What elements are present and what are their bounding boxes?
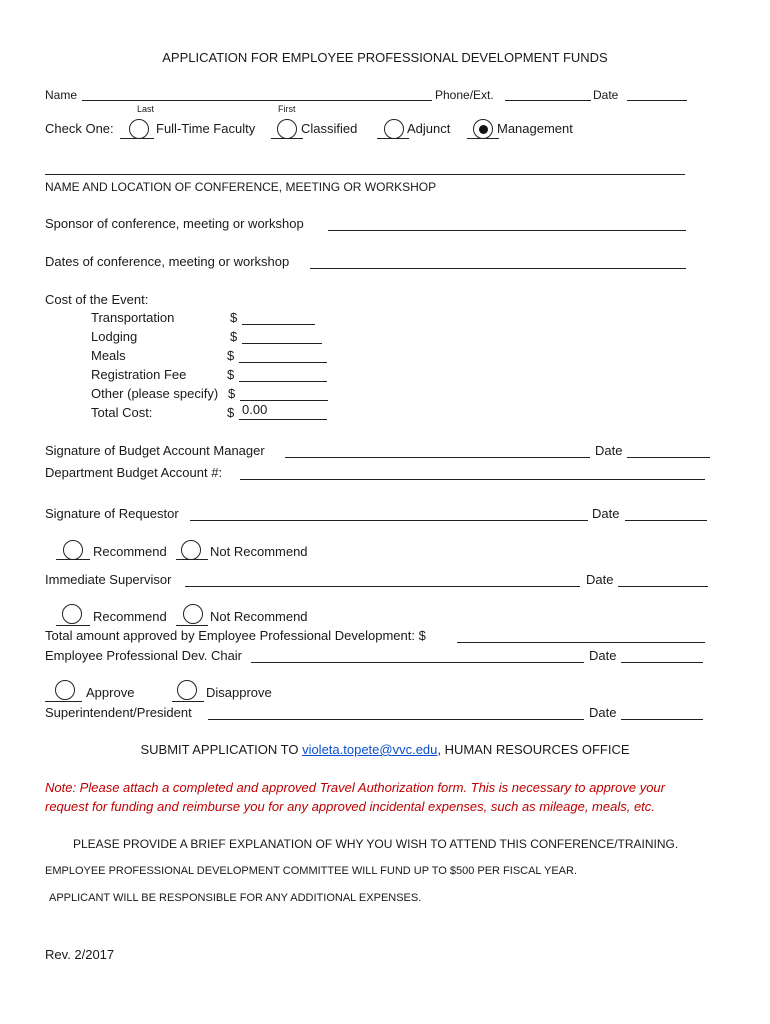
budget-manager-signature-field[interactable] [285, 457, 590, 458]
supervisor-label: Immediate Supervisor [45, 572, 172, 587]
currency-sign: $ [230, 310, 238, 325]
radio-adjunct[interactable] [384, 119, 404, 139]
requestor-signature-field[interactable] [190, 520, 588, 521]
label-full-time-faculty: Full-Time Faculty [156, 121, 256, 136]
other-field[interactable] [240, 400, 328, 401]
label-classified: Classified [301, 121, 358, 136]
submit-suffix: , HUMAN RESOURCES OFFICE [437, 742, 630, 757]
last-label: Last [137, 104, 155, 114]
radio-committee-not-recommend[interactable] [183, 604, 203, 624]
superintendent-date-field[interactable] [621, 719, 703, 720]
supervisor-date-field[interactable] [618, 586, 708, 587]
total-approved-field[interactable] [457, 642, 705, 643]
currency-sign: $ [227, 367, 235, 382]
cost-item-lodging: Lodging [91, 329, 138, 344]
radio-management[interactable] [473, 119, 493, 139]
name-label: Name [45, 88, 78, 102]
additional-expenses-text: APPLICANT WILL BE RESPONSIBLE FOR ANY ADDITIONAL EXPENSES. [49, 892, 422, 904]
lodging-field[interactable] [242, 343, 322, 344]
date-field[interactable] [627, 100, 687, 101]
note-line-1: Note: Please attach a completed and approved Travel Authorization form. This is necessary to approve your [45, 780, 665, 795]
date-label: Date [589, 648, 617, 663]
underline [176, 625, 208, 626]
underline [45, 701, 82, 702]
supervisor-signature-field[interactable] [185, 586, 580, 587]
submit-instruction [0, 742, 770, 757]
label-management: Management [497, 121, 573, 136]
submit-email-link[interactable]: violeta.topete@vvc.edu [302, 742, 438, 757]
date-label: Date [592, 506, 620, 521]
registration-fee-field[interactable] [239, 381, 327, 382]
supervisor-recommend-label: Recommend [93, 544, 167, 559]
committee-not-recommend-label: Not Recommend [210, 609, 308, 624]
cost-item-registration-fee: Registration Fee [91, 367, 187, 382]
cost-item-transportation: Transportation [91, 310, 175, 325]
underline [56, 625, 90, 626]
chair-signature-field[interactable] [251, 662, 584, 663]
note-line-2: request for funding and reimburse you for any approved incidental expenses, such as mileage, meals, etc. [45, 799, 655, 814]
radio-approve[interactable] [55, 680, 75, 700]
explain-instruction: PLEASE PROVIDE A BRIEF EXPLANATION OF WHY YOU WISH TO ATTEND THIS CONFERENCE/TRAINING. [73, 837, 679, 851]
check-one-label: Check One: [45, 121, 114, 136]
budget-manager-label: Signature of Budget Account Manager [45, 443, 265, 458]
budget-manager-date-field[interactable] [627, 457, 710, 458]
conference-name-field[interactable] [45, 174, 685, 175]
radio-supervisor-recommend[interactable] [63, 540, 83, 560]
date-label: Date [593, 88, 619, 102]
dept-account-label: Department Budget Account #: [45, 465, 223, 480]
cost-item-meals: Meals [91, 348, 126, 363]
superintendent-label: Superintendent/President [45, 705, 192, 720]
page-title: APPLICATION FOR EMPLOYEE PROFESSIONAL DEVELOPMENT FUNDS [162, 50, 608, 65]
dates-label: Dates of conference, meeting or workshop [45, 254, 290, 269]
dates-field[interactable] [310, 268, 686, 269]
currency-sign: $ [227, 405, 235, 420]
chair-date-field[interactable] [621, 662, 703, 663]
phone-field[interactable] [505, 100, 591, 101]
radio-disapprove[interactable] [177, 680, 197, 700]
label-adjunct: Adjunct [407, 121, 451, 136]
dept-account-field[interactable] [240, 479, 705, 480]
transportation-field[interactable] [242, 324, 315, 325]
cost-heading: Cost of the Event: [45, 292, 149, 307]
meals-field[interactable] [239, 362, 327, 363]
radio-supervisor-not-recommend[interactable] [181, 540, 201, 560]
total-cost-value: 0.00 [242, 402, 268, 417]
total-approved-label: Total amount approved by Employee Professional Development: $ [45, 628, 426, 643]
radio-classified[interactable] [277, 119, 297, 139]
phone-label: Phone/Ext. [435, 88, 494, 102]
submit-prefix: SUBMIT APPLICATION TO [140, 742, 303, 757]
currency-sign: $ [227, 348, 235, 363]
first-label: First [278, 104, 296, 114]
requestor-date-field[interactable] [625, 520, 707, 521]
underline [172, 701, 204, 702]
total-cost-field[interactable] [239, 419, 327, 420]
fund-limit-text: EMPLOYEE PROFESSIONAL DEVELOPMENT COMMITTEE WILL FUND UP TO $500 PER FISCAL YEAR. [45, 865, 578, 877]
total-cost-label: Total Cost: [91, 405, 153, 420]
disapprove-label: Disapprove [206, 685, 272, 700]
supervisor-not-recommend-label: Not Recommend [210, 544, 308, 559]
currency-sign: $ [230, 329, 238, 344]
cost-item-other: Other (please specify) [91, 386, 219, 401]
date-label: Date [589, 705, 617, 720]
revision-label: Rev. 2/2017 [45, 947, 115, 962]
conference-heading: NAME AND LOCATION OF CONFERENCE, MEETING OR WORKSHOP [45, 180, 437, 194]
name-field[interactable] [82, 100, 432, 101]
sponsor-field[interactable] [328, 230, 686, 231]
chair-label: Employee Professional Dev. Chair [45, 648, 243, 663]
sponsor-label: Sponsor of conference, meeting or workshop [45, 216, 304, 231]
date-label: Date [586, 572, 614, 587]
committee-recommend-label: Recommend [93, 609, 167, 624]
radio-full-time-faculty[interactable] [129, 119, 149, 139]
requestor-label: Signature of Requestor [45, 506, 179, 521]
approve-label: Approve [86, 685, 135, 700]
currency-sign: $ [228, 386, 236, 401]
date-label: Date [595, 443, 623, 458]
superintendent-signature-field[interactable] [208, 719, 584, 720]
radio-committee-recommend[interactable] [62, 604, 82, 624]
